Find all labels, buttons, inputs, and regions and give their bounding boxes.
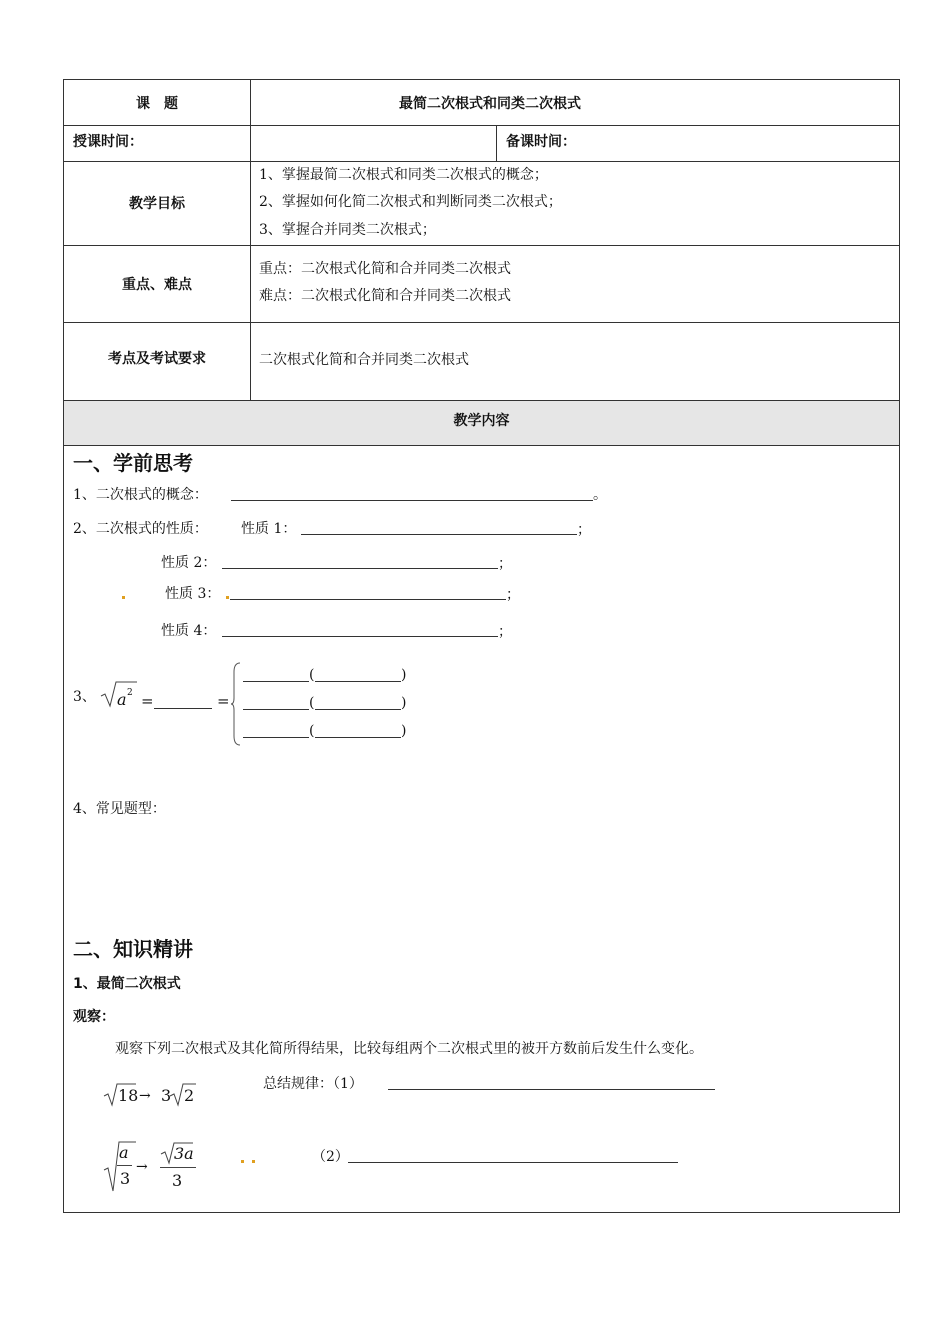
prop3-blank[interactable] — [230, 585, 506, 600]
ex1-coef: 3 — [161, 1086, 172, 1105]
summary-label: 总结规律：（1） — [263, 1076, 363, 1092]
q1-label: 1、二次根式的概念： — [73, 487, 208, 503]
case3-paren-close: ) — [401, 723, 407, 739]
case3-cond[interactable] — [315, 723, 401, 738]
ex2-numerator: a — [119, 1143, 129, 1162]
section2-sub1: 1、最简二次根式 — [73, 976, 181, 992]
observe-label: 观察： — [73, 1009, 115, 1025]
summary-2-label: （2） — [312, 1149, 349, 1165]
q3-eq-2: = — [217, 692, 230, 710]
summary-blank-1[interactable] — [388, 1075, 715, 1090]
content-header: 教学内容 — [453, 413, 510, 429]
case2-cond[interactable] — [315, 695, 401, 710]
decor-dot — [226, 596, 229, 599]
q1-blank[interactable] — [231, 486, 593, 501]
ex2-arrow: → — [136, 1159, 148, 1175]
q3-blank-main[interactable] — [154, 694, 212, 709]
decor-dot — [252, 1160, 255, 1163]
q3-label: 3、 — [73, 689, 96, 705]
ex2-result-numerator: 3a — [174, 1144, 194, 1163]
q1-end: 。 — [593, 487, 607, 503]
section1-title: 一、学前思考 — [73, 451, 193, 475]
prop2-semicolon: ； — [498, 556, 512, 572]
goals-label: 教学目标 — [129, 196, 185, 212]
exam-value: 二次根式化简和合并同类二次根式 — [259, 352, 469, 368]
prop1-blank[interactable] — [301, 520, 577, 535]
lesson-plan-sheet — [63, 79, 900, 1213]
goal-item-1: 1、掌握最简二次根式和同类二次根式的概念； — [259, 167, 548, 183]
prep-time-label: 备课时间： — [506, 134, 576, 150]
case3-blank[interactable] — [243, 723, 309, 738]
case1-paren-close: ) — [401, 667, 407, 683]
keypoint-item-2: 难点：二次根式化简和合并同类二次根式 — [259, 288, 511, 304]
goal-item-2: 2、掌握如何化简二次根式和判断同类二次根式； — [259, 194, 562, 210]
q3-exponent: 2 — [127, 688, 133, 698]
case1-blank[interactable] — [243, 667, 309, 682]
case2-blank[interactable] — [243, 695, 309, 710]
exam-label: 考点及考试要求 — [108, 351, 206, 367]
case2-paren-close: ) — [401, 695, 407, 711]
prop4-label: 性质 4： — [161, 623, 217, 639]
prop2-label: 性质 2： — [161, 555, 217, 571]
keypoints-label: 重点、难点 — [122, 276, 192, 293]
topic-value: 最简二次根式和同类二次根式 — [399, 95, 581, 112]
ex2-result-fraction-bar — [160, 1167, 196, 1168]
left-brace — [230, 662, 242, 746]
decor-dot — [241, 1160, 244, 1163]
prop3-semicolon: ； — [506, 587, 520, 603]
section2-title: 二、知识精讲 — [73, 937, 193, 961]
q4-label: 4、常见题型： — [73, 801, 166, 817]
q3-radicand: a — [117, 690, 127, 709]
observe-text: 观察下列二次根式及其化简所得结果，比较每组两个二次根式里的被开方数前后发生什么变化。 — [115, 1041, 703, 1057]
goal-item-3: 3、掌握合并同类二次根式； — [259, 222, 436, 238]
ex2-fraction-bar — [117, 1165, 132, 1166]
decor-dot — [122, 596, 125, 599]
keypoint-item-1: 重点：二次根式化简和合并同类二次根式 — [259, 261, 511, 277]
prop1-label: 性质 1： — [241, 521, 297, 537]
teach-time-label: 授课时间： — [73, 134, 143, 150]
q2-label: 2、二次根式的性质： — [73, 521, 208, 537]
prop4-blank[interactable] — [222, 622, 498, 637]
ex2-result-denominator: 3 — [172, 1171, 183, 1190]
ex1-arrow: → — [139, 1088, 151, 1104]
q3-eq-1: = — [141, 692, 154, 710]
case1-paren-open: ( — [309, 667, 315, 683]
topic-label: 课 题 — [136, 95, 178, 112]
case3-paren-open: ( — [309, 723, 315, 739]
summary-blank-2[interactable] — [348, 1148, 678, 1163]
prop2-blank[interactable] — [222, 554, 498, 569]
ex1-result-radicand: 2 — [184, 1086, 195, 1105]
ex2-denominator: 3 — [120, 1169, 131, 1188]
ex1-radicand: 18 — [118, 1086, 139, 1105]
prop4-semicolon: ； — [498, 624, 512, 640]
case1-cond[interactable] — [315, 667, 401, 682]
prop3-label: 性质 3： — [165, 586, 221, 602]
prop1-semicolon: ； — [577, 522, 591, 538]
case2-paren-open: ( — [309, 695, 315, 711]
